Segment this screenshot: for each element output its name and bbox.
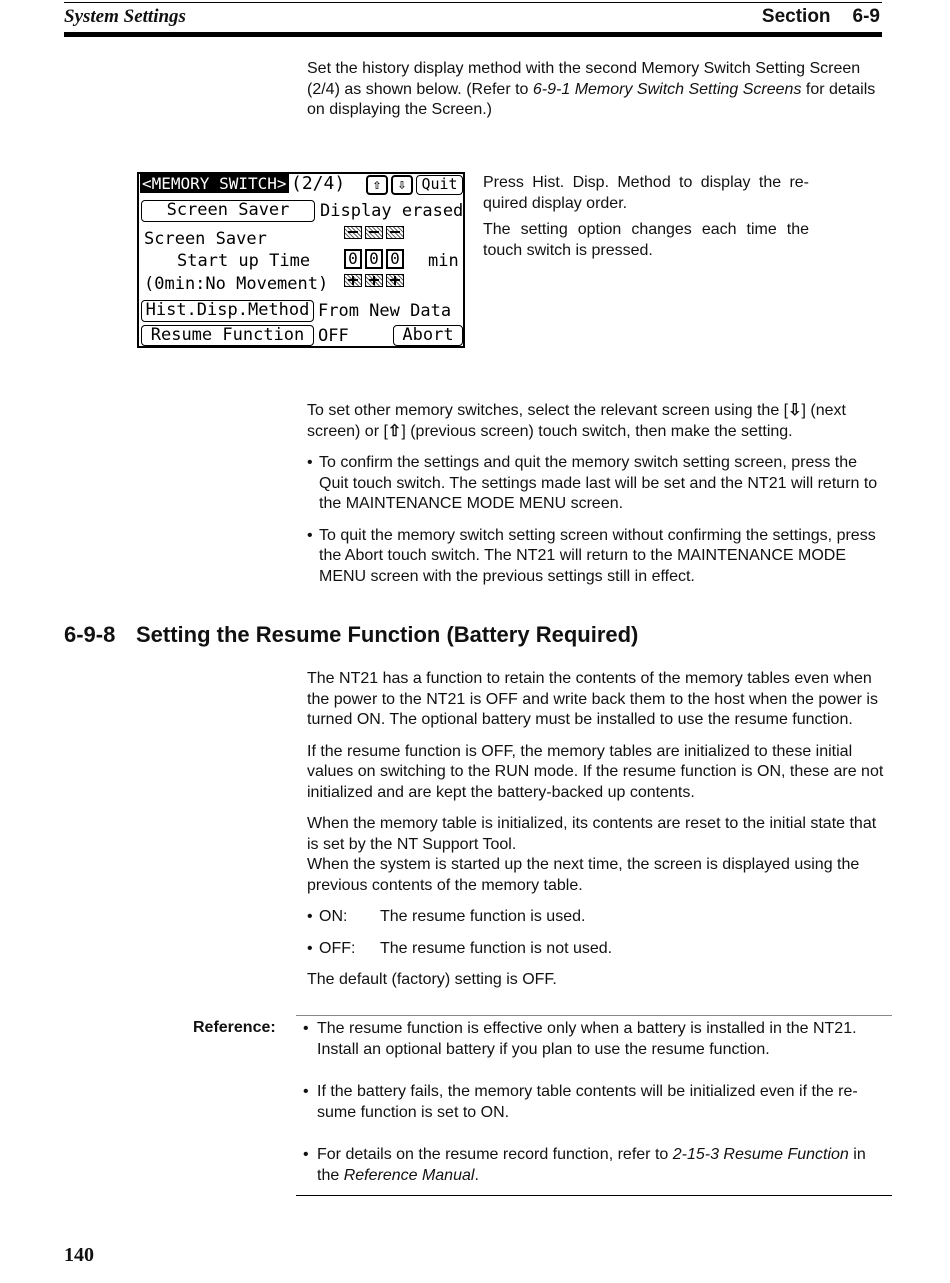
reference-item-2: • If the battery fails, the memory table contents will be initialized even if the re-sume function is set to ON. [297, 1082, 885, 1123]
intro-paragraph [307, 59, 885, 121]
side-note [483, 173, 809, 272]
resume-function-value: OFF [318, 326, 349, 346]
resume-paragraph-3a: When the memory table is initialized, its contents are reset to the initial state that is set by the NT Support Tool. [307, 815, 877, 853]
other-switches-block [307, 401, 885, 598]
reference-item-1: • The resume function is effective only when a battery is installed in the NT21. Install an optional battery if you plan to use the resume function. [297, 1019, 885, 1060]
quit-bullet: • To confirm the settings and quit the memory switch setting screen, press the Quit touch switch. The settings made last will be set and the NT21 will return to the MAINTENANCE MODE MENU screen. [307, 453, 885, 515]
increment-ones-button[interactable] [386, 274, 404, 287]
digit-hundreds: 0 [344, 249, 362, 269]
other-switches-paragraph [307, 401, 885, 442]
on-text: The resume function is used. [380, 908, 586, 925]
abort-button[interactable]: Abort [393, 325, 463, 346]
decrement-hundreds-button[interactable] [344, 226, 362, 239]
side-note-p2: The setting option changes each time the touch switch is pressed. [483, 221, 809, 259]
screen-title: <MEMORY SWITCH> [142, 174, 287, 193]
on-label: ON: [319, 908, 348, 925]
screen-saver-label: Screen Saver [144, 229, 267, 249]
side-note-p1: Press Hist. Disp. Method to display the re-quired display order. [483, 174, 809, 212]
on-option [307, 907, 885, 928]
quit-button[interactable]: Quit [416, 175, 463, 195]
down-arrow-icon: ⇩ [788, 402, 802, 419]
resume-paragraph-2: If the resume function is OFF, the memory tables are initialized to these initial values on switching to the RUN mode. If the resume function is ON, these are not initialized and are kept the battery-backed up contents. [307, 742, 884, 801]
resume-paragraph-1: The NT21 has a function to retain the contents of the memory tables even when the power to the NT21 is OFF and write back them to the host when the power is turned ON. The optional battery must be installed to use the resume function. [307, 670, 878, 728]
header-top-rule [64, 2, 882, 3]
other-text-c: ] (previous screen) touch switch, then make the setting. [401, 422, 793, 440]
off-option [307, 939, 885, 960]
up-arrow-icon[interactable]: ⇧ [366, 175, 388, 195]
startup-time-label: Start up Time [177, 251, 311, 271]
abort-bullet: • To quit the memory switch setting screen without confirming the settings, press the Abort touch switch. The NT21 will return to the MAINTENANCE MODE MENU screen with the previous settings still in effect. [307, 526, 885, 588]
section-label: Section [761, 6, 831, 27]
default-setting: The default (factory) setting is OFF. [307, 971, 557, 988]
reference-3-manual: Reference Manual [343, 1166, 475, 1184]
reference-3-end: . [474, 1166, 479, 1184]
hist-disp-method-button[interactable]: Hist.Disp.Method [141, 300, 314, 322]
resume-body [307, 669, 885, 1002]
intro-text: Set the history display method with the second Memory Switch Setting Screen (2/4) as shown below. (Refer to [307, 60, 861, 98]
unit-label: min [428, 251, 459, 271]
hist-disp-method-value: From New Data [318, 301, 452, 321]
memory-switch-screen [137, 172, 465, 348]
header-section [740, 6, 880, 28]
increment-tens-button[interactable] [365, 274, 383, 287]
section-number: 6-9 [852, 6, 880, 27]
section-heading [64, 622, 638, 648]
reference-3-text: For details on the resume record function, refer to [317, 1146, 673, 1163]
up-arrow-icon: ⇧ [387, 422, 402, 440]
intro-text-end: for details on displaying the Screen.) [307, 80, 876, 118]
section-heading-number: 6-9-8 [64, 622, 116, 647]
header-chapter-title: System Settings [64, 6, 186, 27]
reference-item-3 [297, 1145, 885, 1186]
off-label: OFF: [319, 939, 356, 957]
page-number: 140 [64, 1244, 94, 1266]
reference-bottom-rule [296, 1195, 892, 1196]
screen-saver-value: Display erased [320, 201, 464, 221]
no-movement-note: (0min:No Movement) [144, 274, 329, 294]
other-text-b: ] (next screen) or [ [307, 402, 846, 440]
screen-page: (2/4) [291, 173, 346, 194]
section-heading-title: Setting the Resume Function (Battery Required) [136, 622, 639, 647]
resume-paragraph-3b: When the system is started up the next time, the screen is displayed using the previous contents of the memory table. [307, 856, 860, 894]
reference-top-rule [296, 1015, 892, 1016]
reference-3-link: 2-15-3 Resume Function [672, 1146, 849, 1163]
digit-ones: 0 [386, 249, 404, 269]
increment-hundreds-button[interactable] [344, 274, 362, 287]
screen-saver-button[interactable]: Screen Saver [141, 200, 315, 222]
header-rule [64, 32, 882, 37]
intro-reference: 6-9-1 Memory Switch Setting Screens [532, 80, 802, 98]
resume-function-button[interactable]: Resume Function [141, 325, 314, 346]
reference-3-mid: in the [317, 1146, 866, 1184]
decrement-ones-button[interactable] [386, 226, 404, 239]
down-arrow-icon[interactable]: ⇩ [391, 175, 413, 195]
digit-tens: 0 [365, 249, 383, 269]
off-text: The resume function is not used. [380, 939, 613, 957]
decrement-tens-button[interactable] [365, 226, 383, 239]
other-text-a: To set other memory switches, select the relevant screen using the [ [307, 402, 789, 419]
reference-label: Reference: [193, 1019, 276, 1036]
reference-list [297, 1019, 885, 1186]
